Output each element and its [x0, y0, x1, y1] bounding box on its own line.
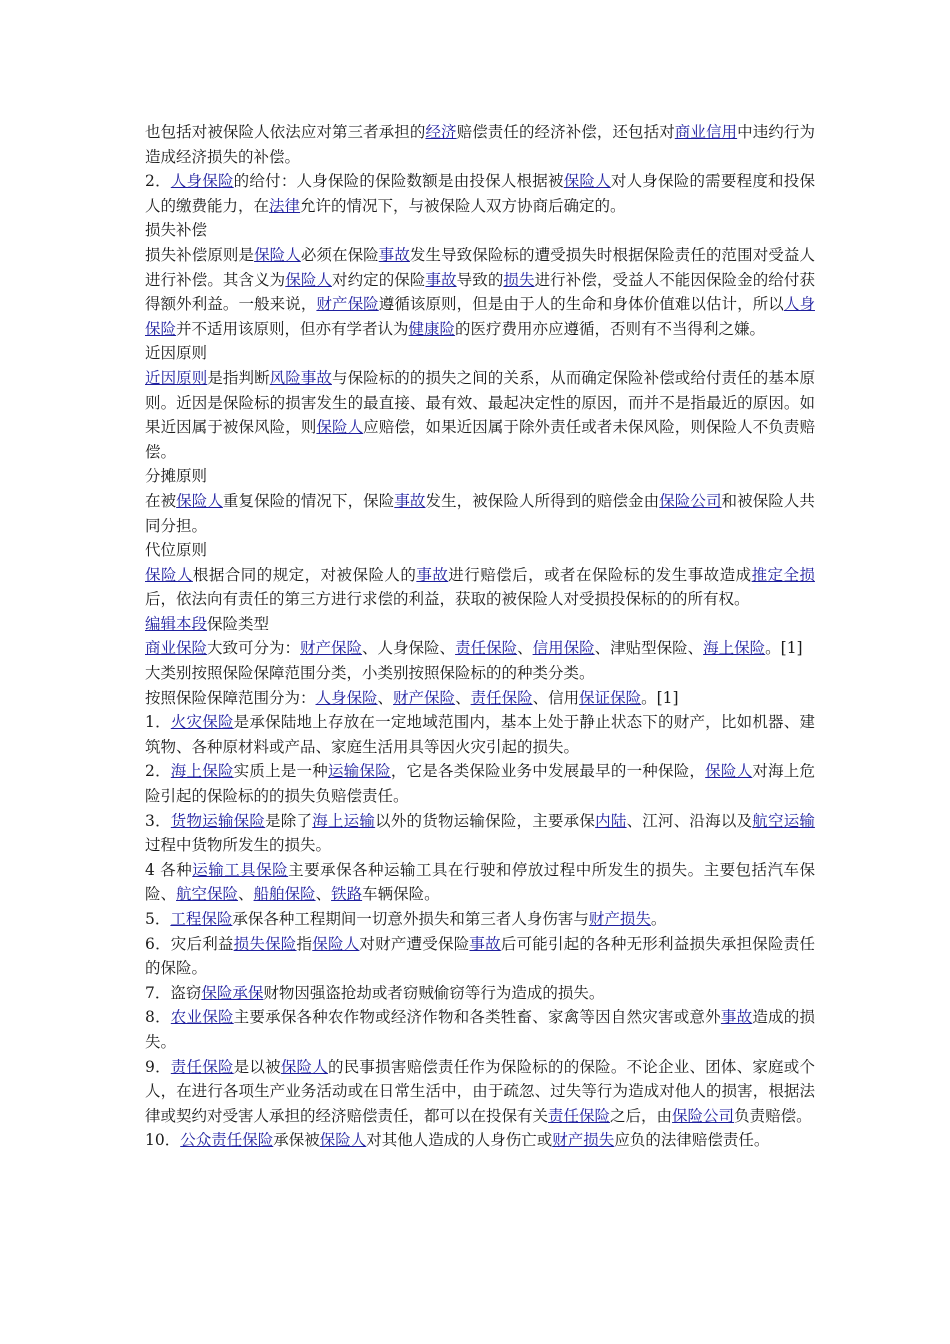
text-run: 赔偿责任的经济补偿，还包括对 [456, 123, 675, 141]
link-baoxian-chengbao[interactable]: 保险承保 [201, 983, 264, 1002]
text-run: 10． [145, 1131, 181, 1150]
text-run: 应负的法律赔偿责任。 [614, 1131, 770, 1150]
list-item-7 [145, 981, 815, 1006]
text-run: 。[1] [765, 639, 803, 658]
link-xinyong-baoxian[interactable]: 信用保险 [532, 639, 595, 658]
link-shigu[interactable]: 事故 [416, 565, 449, 584]
text-run: 4 各种 [145, 860, 193, 879]
link-jiankangxian[interactable]: 健康险 [408, 319, 456, 338]
text-run: 的民事损害赔偿责任作为保险标的的保险。不论企业、团体、家庭或个人，在进行各项生产业务活动或在日常生活中，由于疏忽、过失等行为造成对他人的损害，根据法律或契约对受害人承担的经济赔偿责任，都可以在投保有关 [145, 1057, 815, 1125]
heading-jinyin-yuanze [145, 341, 815, 366]
paragraph-1 [145, 120, 815, 169]
heading-daiwei-yuanze [145, 538, 815, 563]
text-run: 并不适用该原则，但亦有学者认为 [176, 319, 409, 338]
link-shigu[interactable]: 事故 [469, 934, 501, 953]
text-run: 、信用 [532, 688, 580, 707]
text-run: 在被 [145, 491, 177, 510]
link-renshen-baoxian[interactable]: 人身保险 [315, 688, 378, 707]
text-run: 承保被 [273, 1131, 320, 1150]
list-item-3 [145, 809, 815, 858]
list-item-8 [145, 1005, 815, 1054]
link-fengxian-shigu[interactable]: 风险事故 [269, 368, 332, 387]
link-shigu[interactable]: 事故 [720, 1008, 753, 1027]
link-nongye-baoxian[interactable]: 农业保险 [170, 1008, 234, 1027]
text-run: 按照保险保障范围分为： [145, 688, 316, 707]
link-hangkong-baoxian[interactable]: 航空保险 [176, 885, 239, 904]
paragraph-2 [145, 169, 815, 218]
text-run: 主要承保各种农作物或经济作物和各类牲畜、家禽等因自然灾害或意外 [233, 1008, 721, 1027]
link-baoxianren[interactable]: 保险人 [280, 1057, 328, 1076]
list-item-4 [145, 858, 815, 907]
link-caichan-baoxian[interactable]: 财产保险 [300, 639, 363, 658]
link-baoxianren[interactable]: 保险人 [145, 565, 193, 584]
link-baoxianren[interactable]: 保险人 [285, 270, 332, 289]
paragraph-fenlei [145, 636, 815, 661]
link-jingji[interactable]: 经济 [425, 123, 457, 141]
text-run: 7．盗窃 [145, 983, 202, 1002]
link-baoxianren[interactable]: 保险人 [176, 491, 223, 510]
text-run: 承保各种工程期间一切意外损失和第三者人身伤害与 [232, 910, 589, 928]
text-run: 与保险标的的损失之间的关系，从而确定保险补偿或给付责任的基本原则。近因是保险标的损害发生的最直接、最有效、最起决定性的原因，而并不是指最近的原因。如果近因属于被保风险，则 [145, 368, 815, 437]
link-sunshi[interactable]: 损失 [503, 270, 535, 289]
text-run: 对财产遭受保险 [359, 934, 470, 953]
paragraph-sunshi [145, 243, 815, 341]
link-jinyin-yuanze[interactable]: 近因原则 [145, 368, 208, 387]
text-run: 、 [455, 688, 471, 707]
link-gongcheng-baoxian[interactable]: 工程保险 [170, 910, 233, 928]
text-run: 损失补偿原则是 [145, 245, 255, 264]
text-run: 过程中货物所发生的损失。 [145, 836, 332, 855]
text-run: 5． [145, 910, 171, 928]
link-caichan-sunshi[interactable]: 财产损失 [588, 910, 651, 928]
text-run: 也包括对被保险人依法应对第三者承担的 [145, 123, 426, 141]
link-hangkong-yunshu[interactable]: 航空运输 [752, 811, 815, 830]
link-zeren-baoxian[interactable]: 责任保险 [548, 1106, 611, 1125]
text-run: 9． [145, 1057, 171, 1076]
text-run: 车辆保险。 [362, 885, 440, 904]
text-run: 。[1] [641, 688, 679, 707]
text-run: 重复保险的情况下，保险 [222, 491, 395, 510]
link-baoxian-gongsi[interactable]: 保险公司 [659, 491, 722, 510]
link-caichan-baoxian[interactable]: 财产保险 [393, 688, 456, 707]
paragraph-fanwei [145, 686, 815, 711]
link-renshen-baoxian[interactable]: 人身保险 [145, 295, 815, 338]
paragraph-fentan [145, 489, 815, 538]
list-item-10 [145, 1128, 815, 1153]
text-run: 根据合同的规定，对被保险人的 [192, 565, 417, 584]
text-run: 大致可分为： [207, 639, 301, 658]
list-item-5 [145, 907, 815, 932]
text-run: 进行补偿，受益人不能因保险金的给付获得额外利益。一般来说， [145, 270, 815, 314]
link-zeren-baoxian[interactable]: 责任保险 [170, 1057, 234, 1076]
list-item-6 [145, 932, 815, 981]
link-shigu[interactable]: 事故 [378, 245, 410, 264]
text-run: 、 [377, 688, 394, 707]
edit-section-link[interactable]: 编辑本段 [145, 614, 208, 633]
link-caichan-baoxian[interactable]: 财产保险 [316, 295, 379, 314]
text-run: 是承保陆地上存放在一定地域范围内，基本上处于静止状态下的财产，比如机器、建筑物、各种原材料或产品、家庭生活用具等因火灾引起的损失。 [145, 713, 815, 756]
text-run: 分摊原则 [145, 467, 208, 486]
link-caichan-sunshi[interactable]: 财产损失 [552, 1131, 615, 1150]
text-run: 发生，被保险人所得到的赔偿金由 [425, 491, 660, 510]
text-run: 3． [145, 811, 171, 830]
text-run: 、人身保险、 [362, 639, 456, 658]
heading-sunshi-buchang [145, 218, 815, 243]
text-run: 后，依法向有责任的第三方进行求偿的利益，获取的被保险人对受损投保标的的所有权。 [145, 590, 750, 609]
text-run: 主要承保各种运输工具在行驶和停放过程中所发生的损失。主要包括汽车保险、 [145, 860, 815, 904]
text-run: 负责赔偿。 [734, 1106, 812, 1125]
link-neilu[interactable]: 内陆 [595, 811, 627, 830]
text-run: 导致的 [456, 270, 504, 289]
text-run: 、 [238, 885, 254, 904]
text-run: 和被保险人共同分担。 [145, 491, 815, 535]
text-run: 应赔偿，如果近因属于除外责任或者未保风险，则保险人不负责赔偿。 [145, 418, 815, 461]
text-run: 发生导致保险标的遭受损失时根据保险责任的范围对受益人进行补偿。其含义为 [145, 245, 815, 289]
text-run: 的医疗费用亦应遵循，否则有不当得利之嫌。 [455, 319, 766, 338]
text-run: 损失补偿 [145, 221, 208, 240]
list-item-1 [145, 710, 815, 759]
text-run: 后可能引起的各种无形利益损失承担保险责任的保险。 [145, 934, 815, 978]
link-baozheng-baoxian[interactable]: 保证保险 [579, 688, 642, 707]
text-run: 8． [145, 1008, 171, 1027]
link-baoxianren[interactable]: 保险人 [254, 245, 301, 264]
text-run: 、 [315, 885, 332, 904]
text-run: 是指判断 [207, 368, 270, 387]
text-run: 实质上是一种 [233, 762, 328, 781]
link-haishang-baoxian[interactable]: 海上保险 [170, 762, 234, 781]
link-baoxianren[interactable]: 保险人 [563, 172, 611, 191]
link-yunshu-baoxian[interactable]: 运输保险 [327, 762, 391, 781]
link-baoxianren[interactable]: 保险人 [319, 1131, 367, 1150]
text-run: 近因原则 [145, 344, 208, 363]
link-zeren-baoxian[interactable]: 责任保险 [470, 688, 533, 707]
text-run: 必须在保险 [300, 245, 379, 264]
link-huozai-baoxian[interactable]: 火灾保险 [170, 713, 234, 732]
list-item-9 [145, 1055, 815, 1129]
link-baoxianren[interactable]: 保险人 [705, 762, 753, 781]
text-run: 代位原则 [145, 541, 208, 560]
link-renshen-baoxian[interactable]: 人身保险 [170, 172, 234, 191]
link-haishang-yunshu[interactable]: 海上运输 [312, 811, 376, 830]
document-body [145, 120, 815, 1153]
paragraph-fenlei-2 [145, 661, 815, 686]
text-run: 、津贴型保险、 [594, 639, 704, 658]
text-run: 对约定的保险 [331, 270, 426, 289]
text-run: 2． [145, 172, 171, 191]
text-run: 对海上危险引起的保险标的的损失负赔偿责任。 [145, 762, 815, 806]
link-baoxianren[interactable]: 保险人 [316, 418, 364, 437]
text-run: 之后，由 [610, 1106, 673, 1125]
link-tuiding-quansun[interactable]: 推定全损 [751, 565, 815, 584]
link-huowu-yunshu-baoxian[interactable]: 货物运输保险 [170, 811, 266, 830]
link-zeren-baoxian[interactable]: 责任保险 [455, 639, 518, 658]
link-baoxian-gongsi[interactable]: 保险公司 [672, 1106, 735, 1125]
heading-fentan-yuanze [145, 464, 815, 489]
text-run: 允许的情况下，与被保险人双方协商后确定的。 [300, 196, 626, 215]
text-run: 造成的损失。 [145, 1008, 815, 1051]
link-baoxianren[interactable]: 保险人 [312, 934, 360, 953]
link-sunshi-baoxian[interactable]: 损失保险 [233, 934, 297, 953]
text-run: 。 [650, 910, 667, 928]
link-shangye-baoxian[interactable]: 商业保险 [145, 639, 208, 658]
text-run: 大类别按照保险保障范围分类，小类别按照保险标的的种类分类。 [145, 664, 595, 683]
text-run: 保险类型 [207, 614, 270, 633]
link-yunshu-gongju-baoxian[interactable]: 运输工具保险 [192, 860, 289, 879]
paragraph-jinyin [145, 366, 815, 464]
text-run: 、江河、沿海以及 [626, 811, 753, 830]
text-run: 对其他人造成的人身伤亡或 [366, 1131, 553, 1150]
link-tielu[interactable]: 铁路 [331, 885, 363, 904]
text-run: 1． [145, 713, 171, 732]
text-run: 是除了 [265, 811, 313, 830]
link-chuanbo-baoxian[interactable]: 船舶保险 [253, 885, 316, 904]
text-run: 、 [517, 639, 533, 658]
list-item-2 [145, 759, 815, 808]
text-run: 遵循该原则，但是由于人的生命和身体价值难以估计，所以 [378, 295, 784, 314]
link-shigu[interactable]: 事故 [394, 491, 426, 510]
text-run: 2． [145, 762, 171, 781]
link-shangye-xinyong[interactable]: 商业信用 [674, 123, 738, 141]
text-run: 以外的货物运输保险，主要承保 [375, 811, 596, 830]
text-run: 6．灾后利益 [145, 934, 234, 953]
text-run: 财物因强盗抢劫或者窃贼偷窃等行为造成的损失。 [263, 983, 605, 1002]
text-run: 中违约行为造成经济损失的补偿。 [145, 123, 815, 166]
paragraph-daiwei [145, 563, 815, 612]
text-run: 的给付：人身保险的保险数额是由投保人根据被 [233, 172, 564, 191]
link-gongzhong-zeren-baoxian[interactable]: 公众责任保险 [180, 1131, 274, 1150]
text-run: 是以被 [233, 1057, 281, 1076]
link-falv[interactable]: 法律 [269, 196, 301, 215]
text-run: 进行赔偿后，或者在保险标的发生事故造成 [448, 565, 752, 584]
text-run: ，它是各类保险业务中发展最早的一种保险， [390, 762, 706, 781]
text-run: 指 [296, 934, 313, 953]
section-heading-baoxian-leixing [145, 612, 815, 637]
text-run: 对人身保险的需要程度和投保人的缴费能力，在 [145, 172, 815, 215]
link-shigu[interactable]: 事故 [425, 270, 457, 289]
link-haishang-baoxian[interactable]: 海上保险 [703, 639, 766, 658]
